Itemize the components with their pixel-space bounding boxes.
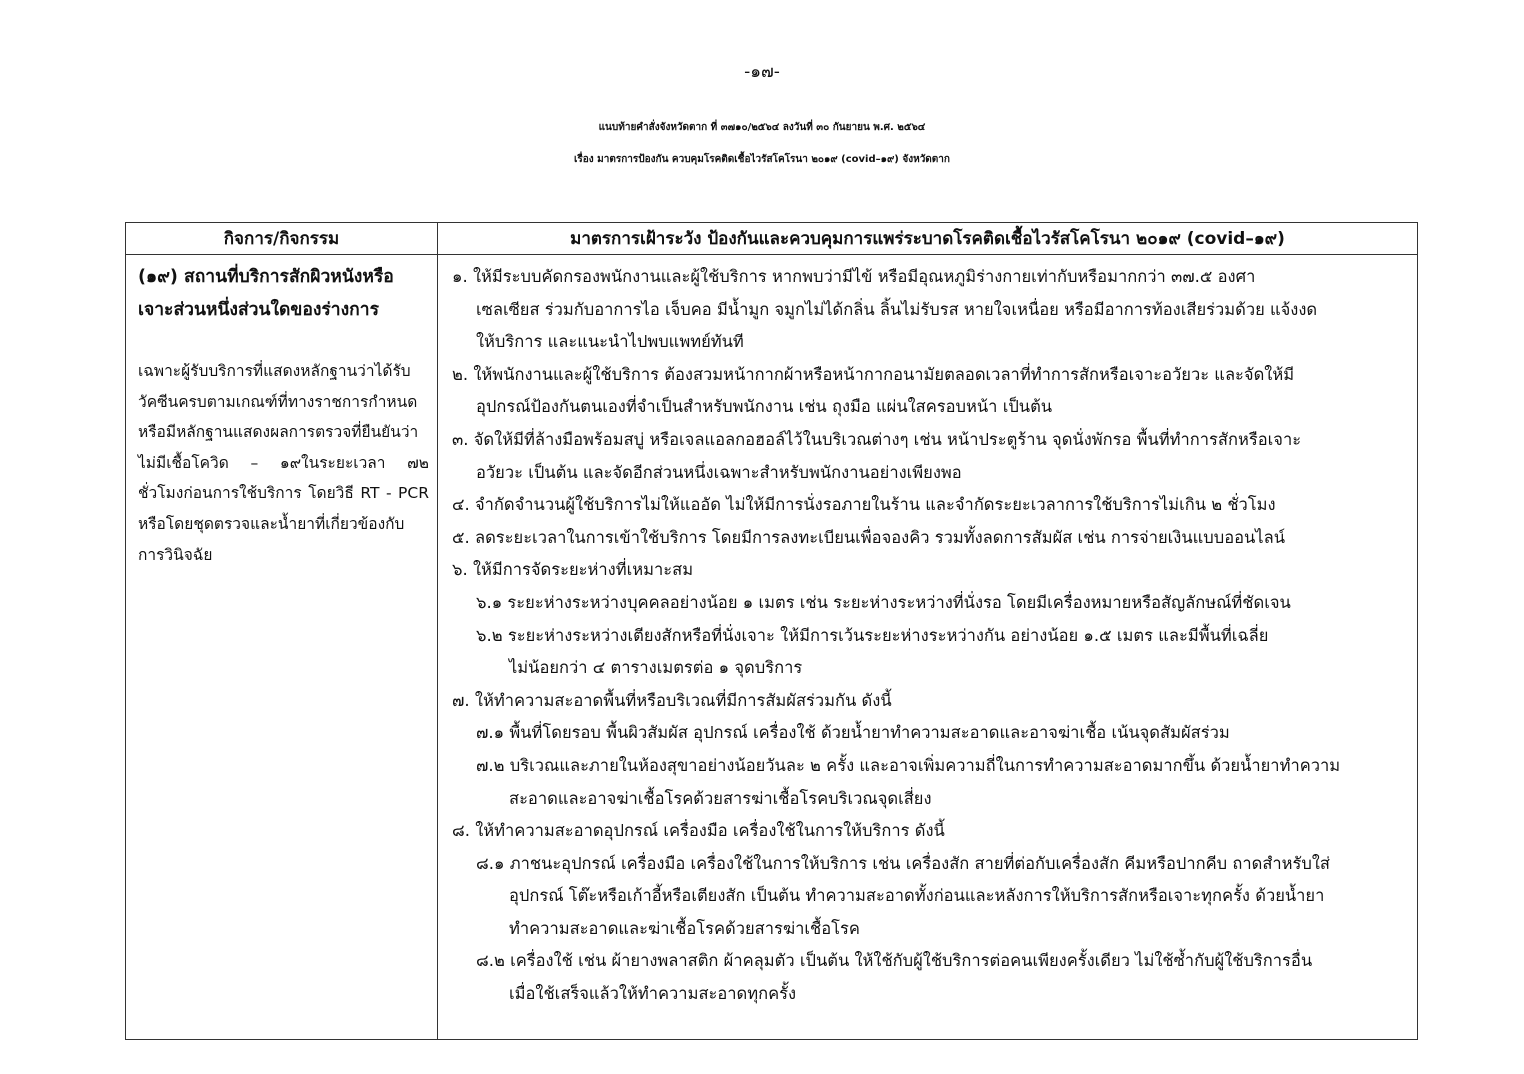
document-title: แนบท้ายคำสั่งจังหวัดตาก ที่ ๓๗๑๐/๒๕๖๔ ลงวันที่ ๓๐ กันยายน พ.ศ. ๒๕๖๔ <box>598 122 926 133</box>
measure-sub-line: ๖.๒ ระยะห่างระหว่างเตียงสักหรือที่นั่งเจาะ ให้มีการเว้นระยะห่างระหว่างกัน อย่างน้อย ๑.๕ เมตร และมีพื้นที่เฉลี่ย <box>476 625 1269 645</box>
measure-sub-line: อุปกรณ์ โต๊ะหรือเก้าอี้หรือเตียงสัก เป็นต้น ทำความสะอาดทั้งก่อนและหลังการให้บริการสักหรือเจาะทุกครั้ง ด้วยน้ำยา <box>509 886 1325 906</box>
measure-sub-line: สะอาดและอาจฆ่าเชื้อโรคด้วยสารฆ่าเชื้อโรคบริเวณจุดเสี่ยง <box>509 788 932 808</box>
activity-condition-note: เฉพาะผู้รับบริการที่แสดงหลักฐานว่าได้รับวัคซีนครบตามเกณฑ์ที่ทางราชการกำหนดหรือมีหลักฐานแสดงผลการตรวจที่ยืนยันว่าไม่มีเชื้อโควิด – ๑๙ในระยะเวลา ๗๒ ชั่วโมงก่อนการใช้บริการ โดยวิธี RT - PCR หรือโดยชุดตรวจและน้ำยาที่เกี่ยวข้องกับการวินิจฉัย <box>138 362 429 564</box>
measure-sub-line: ๘.๒ เครื่องใช้ เช่น ผ้ายางพลาสติก ผ้าคลุมตัว เป็นต้น ให้ใช้กับผู้ใช้บริการต่อคนเพียงครั้งเดียว ไม่ใช้ซ้ำกับผู้ใช้บริการอื่น <box>476 951 1313 971</box>
activity-title-line-1: (๑๙) สถานที่บริการสักผิวหนังหรือ <box>138 267 394 287</box>
activity-column-header: กิจการ/กิจกรรม <box>126 223 438 255</box>
document-subject: เรื่อง มาตรการป้องกัน ควบคุมโรคติดเชื้อไวรัสโคโรนา ๒๐๑๙ (covid–๑๙) จังหวัดตาก <box>574 154 950 165</box>
measure-line: ๕. ลดระยะเวลาในการเข้าใช้บริการ โดยมีการลงทะเบียนเพื่อจองคิว รวมทั้งลดการสัมผัส เช่น การจ่ายเงินแบบออนไลน์ <box>452 527 1285 547</box>
measure-line: ๘. ให้ทำความสะอาดอุปกรณ์ เครื่องมือ เครื่องใช้ในการให้บริการ ดังนี้ <box>452 821 945 841</box>
measure-line: เซลเซียส ร่วมกับอาการไอ เจ็บคอ มีน้ำมูก จมูกไม่ได้กลิ่น ลิ้นไม่รับรส หายใจเหนื่อย หรือมีอาการท้องเสียร่วมด้วย แจ้งงด <box>476 299 1318 319</box>
measure-line: ๔. จำกัดจำนวนผู้ใช้บริการไม่ให้แออัด ไม่ให้มีการนั่งรอภายในร้าน และจำกัดระยะเวลาการใช้บริการไม่เกิน ๒ ชั่วโมง <box>452 495 1276 515</box>
measure-sub-line: ๖.๑ ระยะห่างระหว่างบุคคลอย่างน้อย ๑ เมตร เช่น ระยะห่างระหว่างที่นั่งรอ โดยมีเครื่องหมายหรือสัญลักษณ์ที่ชัดเจน <box>476 592 1291 612</box>
activity-cell <box>126 255 438 1040</box>
measure-sub-line: ไม่น้อยกว่า ๔ ตารางเมตรต่อ ๑ จุดบริการ <box>509 658 803 678</box>
measure-sub-line: ๗.๒ บริเวณและภายในห้องสุขาอย่างน้อยวันละ ๒ ครั้ง และอาจเพิ่มความถี่ในการทำความสะอาดมากขึ้น ด้วยน้ำยาทำความ <box>476 755 1341 775</box>
table-row <box>126 255 1418 1040</box>
measures-table <box>125 222 1418 1040</box>
activity-title-line-2: เจาะส่วนหนึ่งส่วนใดของร่างการ <box>138 300 379 320</box>
measure-line: ๖. ให้มีการจัดระยะห่างที่เหมาะสม <box>452 560 694 580</box>
measure-sub-line: ทำความสะอาดและฆ่าเชื้อโรคด้วยสารฆ่าเชื้อโรค <box>509 918 860 938</box>
measure-line: ๗. ให้ทำความสะอาดพื้นที่หรือบริเวณที่มีการสัมผัสร่วมกัน ดังนี้ <box>452 690 892 710</box>
table-header-row <box>126 223 1418 255</box>
measures-column-header: มาตรการเฝ้าระวัง ป้องกันและควบคุมการแพร่ระบาดโรคติดเชื้อไวรัสโคโรนา ๒๐๑๙ (covid–๑๙) <box>438 223 1418 255</box>
measure-sub-line: เมื่อใช้เสร็จแล้วให้ทำความสะอาดทุกครั้ง <box>509 984 797 1004</box>
measure-line: ๒. ให้พนักงานและผู้ใช้บริการ ต้องสวมหน้ากากผ้าหรือหน้ากากอนามัยตลอดเวลาที่ทำการสักหรือเจาะอวัยวะ และจัดให้มี <box>452 364 1295 384</box>
measure-line: ๓. จัดให้มีที่ล้างมือพร้อมสบู่ หรือเจลแอลกอฮอล์ไว้ในบริเวณต่างๆ เช่น หน้าประตูร้าน จุดนั่งพักรอ พื้นที่ทำการสักหรือเจาะ <box>452 429 1302 449</box>
measure-sub-line: ๗.๑ พื้นที่โดยรอบ พื้นผิวสัมผัส อุปกรณ์ เครื่องใช้ ด้วยน้ำยาทำความสะอาดและอาจฆ่าเชื้อ เน้นจุดสัมผัสร่วม <box>476 723 1230 743</box>
measure-line: อุปกรณ์ป้องกันตนเองที่จำเป็นสำหรับพนักงาน เช่น ถุงมือ แผ่นใสครอบหน้า เป็นต้น <box>476 397 1053 417</box>
page-number: -๑๗- <box>744 62 780 82</box>
measure-sub-line: ๘.๑ ภาชนะอุปกรณ์ เครื่องมือ เครื่องใช้ในการให้บริการ เช่น เครื่องสัก สายที่ต่อกับเครื่องสัก คีมหรือปากคีบ ถาดสำหรับใส่ <box>476 853 1330 873</box>
measure-line: ให้บริการ และแนะนำไปพบแพทย์ทันที <box>476 332 744 352</box>
measure-line: อวัยวะ เป็นต้น และจัดอีกส่วนหนึ่งเฉพาะสำหรับพนักงานอย่างเพียงพอ <box>476 462 962 482</box>
measures-cell <box>438 255 1418 1040</box>
measure-line: ๑. ให้มีระบบคัดกรองพนักงานและผู้ใช้บริการ หากพบว่ามีไข้ หรือมีอุณหภูมิร่างกายเท่ากับหรือมากกว่า ๓๗.๕ องศา <box>452 267 1256 286</box>
